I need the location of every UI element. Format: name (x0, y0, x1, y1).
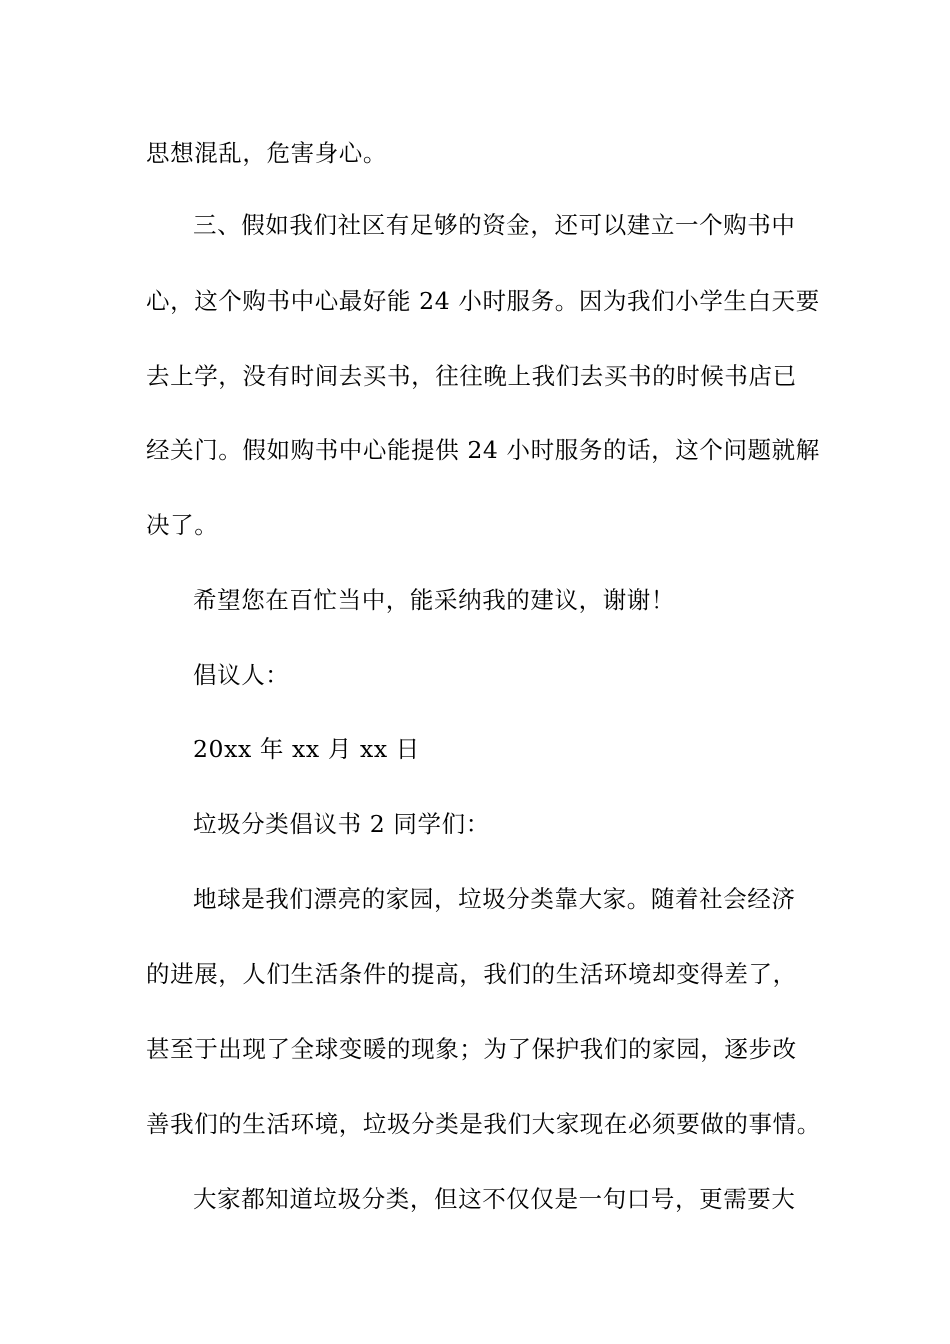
text-line-9: 20xx 年 xx 月 xx 日 (193, 735, 420, 763)
text-line-14: 善我们的生活环境，垃圾分类是我们大家现在必须要做的事情。 (146, 1110, 821, 1138)
text-line-6: 决了。 (146, 511, 219, 539)
text-line-2: 三、假如我们社区有足够的资金，还可以建立一个购书中 (193, 211, 796, 239)
text-line-13: 甚至于出现了全球变暖的现象；为了保护我们的家园，逐步改 (146, 1035, 797, 1063)
text-line-8: 倡议人： (193, 661, 290, 689)
text-line-11: 地球是我们漂亮的家园，垃圾分类靠大家。随着社会经济 (193, 885, 796, 913)
text-line-4: 去上学，没有时间去买书，往往晚上我们去买书的时候书店已 (146, 362, 797, 390)
text-line-12: 的进展，人们生活条件的提高，我们的生活环境却变得差了， (146, 960, 797, 988)
text-line-1: 思想混乱，危害身心。 (146, 139, 387, 167)
text-line-15: 大家都知道垃圾分类，但这不仅仅是一句口号，更需要大 (193, 1185, 796, 1213)
text-line-10: 垃圾分类倡议书 2 同学们： (193, 810, 490, 838)
text-line-3: 心，这个购书中心最好能 24 小时服务。因为我们小学生白天要 (146, 287, 820, 315)
text-line-5: 经关门。假如购书中心能提供 24 小时服务的话，这个问题就解 (146, 436, 820, 464)
text-line-7: 希望您在百忙当中，能采纳我的建议，谢谢！ (193, 586, 675, 614)
